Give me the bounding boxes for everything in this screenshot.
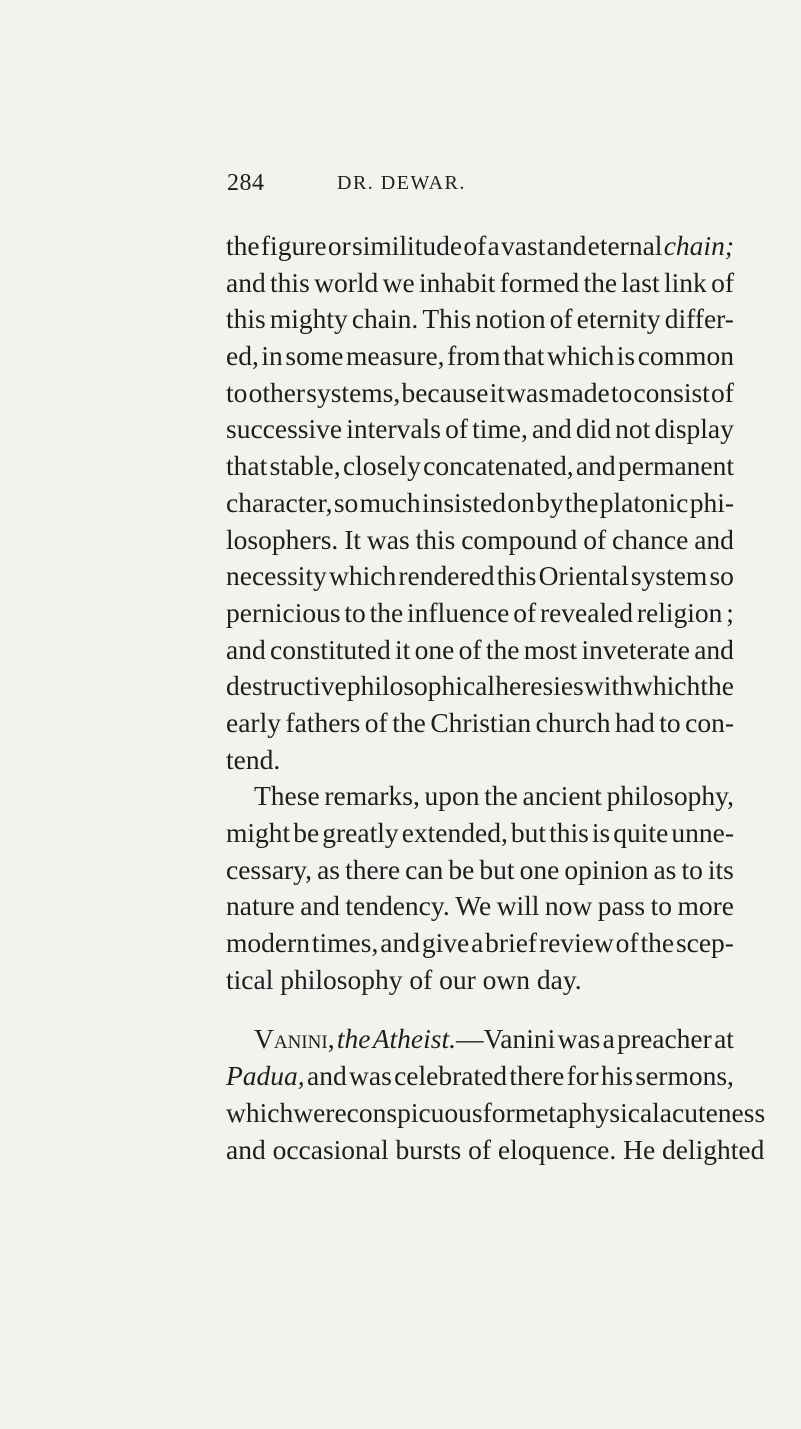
word: other [248, 376, 306, 408]
word: of [583, 523, 607, 555]
word: to [344, 596, 366, 628]
word: eternal [587, 230, 663, 261]
word: for [566, 1060, 599, 1092]
word: brief [485, 927, 538, 959]
word: which [226, 1096, 294, 1128]
word: on [507, 486, 535, 518]
word: Vanini, [254, 1023, 335, 1055]
text-line [226, 265, 734, 302]
word: but [510, 817, 547, 848]
text-line [226, 375, 734, 412]
text-line [226, 705, 734, 742]
word: religion [636, 596, 723, 628]
word: successive [226, 413, 343, 445]
word: greatly [322, 817, 399, 848]
text-line [226, 632, 734, 669]
text-line [226, 815, 734, 852]
word: con- [685, 706, 734, 738]
word: unne- [671, 817, 734, 848]
word: at [714, 1023, 734, 1055]
text-line [226, 742, 734, 779]
word: of [463, 230, 487, 261]
word: because [401, 376, 489, 408]
word: This [422, 303, 472, 335]
text-line [226, 852, 734, 889]
word: extended, [401, 817, 508, 848]
word: inveterate [581, 633, 690, 665]
word: vast [501, 230, 546, 261]
word: is [591, 817, 611, 848]
text-segment: tend. [226, 743, 281, 775]
word: so [709, 560, 734, 592]
word: of [458, 633, 482, 665]
word: that [226, 450, 268, 482]
word: we [382, 266, 415, 298]
word: to [610, 376, 633, 408]
word: and [226, 633, 266, 665]
word: constituted [270, 633, 391, 665]
word: preacher [617, 1023, 712, 1055]
word: metaphysical [514, 1096, 660, 1128]
word: celebrated [394, 1060, 508, 1092]
word: this [226, 303, 266, 335]
word: last [621, 266, 660, 298]
word: which [633, 670, 701, 702]
word: more [677, 890, 734, 922]
word: and [306, 1060, 347, 1092]
paragraph-gap [226, 998, 734, 1021]
word: quite [613, 817, 669, 848]
text-line [226, 228, 734, 265]
text-line [226, 522, 734, 559]
word: Oriental [538, 560, 629, 592]
word: the [640, 927, 675, 959]
word: to [650, 890, 672, 922]
word: chain; [663, 230, 734, 261]
text-line [226, 448, 734, 485]
word: chance [612, 523, 689, 555]
word: rendered [398, 560, 495, 592]
word: Atheist.—Vanini [372, 1023, 556, 1055]
word: system [630, 560, 708, 592]
word: review [538, 927, 614, 959]
word: permanent [617, 450, 734, 482]
word: by [536, 486, 564, 518]
word: the [700, 670, 734, 702]
word: of [549, 303, 573, 335]
word: to [681, 853, 703, 885]
word: consist [633, 376, 710, 408]
word: times, [311, 927, 379, 959]
word: and [694, 523, 734, 555]
word: formed [499, 266, 580, 298]
word: might [226, 817, 291, 848]
word: from [447, 340, 501, 372]
word: philosophical [346, 670, 496, 702]
word: the [336, 1023, 371, 1055]
word: is [616, 340, 636, 372]
word: fathers [285, 706, 361, 738]
word: as [317, 853, 341, 885]
text-line [226, 925, 734, 962]
word: was [506, 376, 549, 408]
word: and [532, 413, 572, 445]
text-line [226, 595, 734, 632]
word: Christian [430, 706, 532, 738]
word: insisted [421, 486, 506, 518]
word: this [496, 560, 537, 592]
word: it [395, 633, 411, 665]
word: tendency. [345, 890, 450, 922]
paragraph [226, 1021, 766, 1168]
word: systems, [306, 376, 401, 408]
word: upon [424, 780, 480, 812]
word: the [226, 230, 260, 261]
word: one [414, 633, 455, 665]
word: ed, [226, 340, 259, 372]
word: and [300, 890, 340, 922]
word: and [575, 450, 616, 482]
word: of [711, 266, 734, 298]
word: so [333, 486, 359, 518]
word: platonic [599, 486, 689, 518]
word: to [226, 376, 248, 408]
word: a [487, 230, 500, 261]
text-line [226, 668, 734, 705]
word: losophers. [226, 523, 339, 555]
word: destructive [226, 670, 347, 702]
body-text [226, 228, 766, 1168]
word: chain. [351, 303, 419, 335]
word: mighty [269, 303, 348, 335]
word: this [270, 266, 310, 298]
word: or [327, 230, 351, 261]
word: similitude [352, 230, 463, 261]
word: of [445, 413, 468, 445]
paragraph [226, 778, 734, 998]
word: and [380, 927, 420, 959]
word: can [405, 853, 444, 885]
word: These [254, 780, 320, 812]
word: one [519, 853, 560, 885]
word: the [392, 706, 426, 738]
word: most [523, 633, 578, 665]
word: display [654, 413, 734, 445]
text-line [226, 778, 734, 815]
word: philosophy, [606, 780, 734, 812]
word: differ- [664, 303, 734, 335]
word: the [484, 780, 518, 812]
word: was [557, 1023, 601, 1055]
word: church [535, 706, 611, 738]
word: a [471, 927, 484, 959]
text-line [226, 338, 734, 375]
word: were [293, 1096, 347, 1128]
word: world [314, 266, 379, 298]
word: had [615, 706, 655, 738]
word: concatenated, [423, 450, 574, 482]
word: was [349, 1060, 392, 1092]
word: eternity [576, 303, 661, 335]
text-line [226, 1095, 766, 1132]
word: will [496, 890, 540, 922]
word: did [575, 413, 612, 445]
word: much [359, 486, 421, 518]
word: scep- [675, 927, 734, 959]
word: Padua, [226, 1060, 305, 1092]
text-line [226, 485, 734, 522]
word: it [489, 376, 505, 408]
word: figure [260, 230, 327, 261]
word: there [345, 853, 401, 885]
word: ; [726, 596, 734, 628]
word: his [600, 1060, 634, 1092]
word: phi- [689, 486, 734, 518]
word: this [415, 523, 456, 555]
word: pernicious [226, 596, 341, 628]
word: which [328, 560, 397, 592]
word: of [364, 706, 388, 738]
word: common [637, 340, 734, 372]
word: remarks, [324, 780, 420, 812]
text-line [226, 888, 734, 925]
word: intervals [346, 413, 441, 445]
word: the [564, 486, 599, 518]
word: modern [226, 927, 311, 959]
word: this [549, 817, 589, 848]
word: closely [342, 450, 421, 482]
word: give [421, 927, 470, 959]
word: its [707, 853, 734, 885]
word: of [615, 927, 639, 959]
text-line [226, 411, 734, 448]
word: a [602, 1023, 615, 1055]
word: notion [475, 303, 546, 335]
word: necessity [226, 560, 327, 592]
word: be [293, 817, 320, 848]
running-head: DR. DEWAR. [337, 172, 466, 194]
word: with [583, 670, 633, 702]
word: link [663, 266, 707, 298]
word: made [550, 376, 610, 408]
text-line [226, 301, 734, 338]
word: measure, [346, 340, 445, 372]
word: but [479, 853, 515, 885]
word: for [482, 1096, 515, 1128]
word: as [653, 853, 677, 885]
word: cessary, [226, 853, 313, 885]
word: time, [472, 413, 528, 445]
word: and [226, 266, 266, 298]
word: to [659, 706, 681, 738]
word: sermons, [635, 1060, 734, 1092]
word: not [615, 413, 651, 445]
text-line [226, 1132, 765, 1169]
word: in [261, 340, 283, 372]
word: pass [597, 890, 646, 922]
word: of [711, 376, 734, 408]
word: some [285, 340, 344, 372]
page-number: 284 [227, 170, 265, 196]
text-line [226, 1058, 734, 1095]
word: conspicuous [346, 1096, 483, 1128]
word: was [366, 523, 410, 555]
word: be [448, 853, 475, 885]
word: acuteness [659, 1096, 766, 1128]
word: opinion [564, 853, 649, 885]
word: We [455, 890, 492, 922]
text-line [226, 962, 734, 999]
text-line [226, 558, 734, 595]
word: nature [226, 890, 295, 922]
word: and [694, 633, 734, 665]
word: now [544, 890, 593, 922]
word: inhabit [419, 266, 496, 298]
word: there [509, 1060, 565, 1092]
word: It [344, 523, 361, 555]
word: ancient [522, 780, 602, 812]
word: heresies [495, 670, 584, 702]
page-header [0, 170, 801, 200]
word: the [369, 596, 404, 628]
word: early [226, 706, 281, 738]
word: revealed [539, 596, 634, 628]
word: which [546, 340, 615, 372]
word: character, [226, 486, 333, 518]
paragraph [226, 228, 734, 778]
word: the [583, 266, 618, 298]
word: of [513, 596, 537, 628]
text-line [226, 1021, 734, 1058]
word: influence [407, 596, 510, 628]
word: stable, [269, 450, 341, 482]
word: and [546, 230, 587, 261]
text-segment: and occasional bursts of eloquence. He delighted [226, 1133, 765, 1165]
word: compound [461, 523, 578, 555]
text-segment: tical philosophy of our own day. [226, 963, 582, 995]
word: that [503, 340, 545, 372]
word: the [485, 633, 520, 665]
